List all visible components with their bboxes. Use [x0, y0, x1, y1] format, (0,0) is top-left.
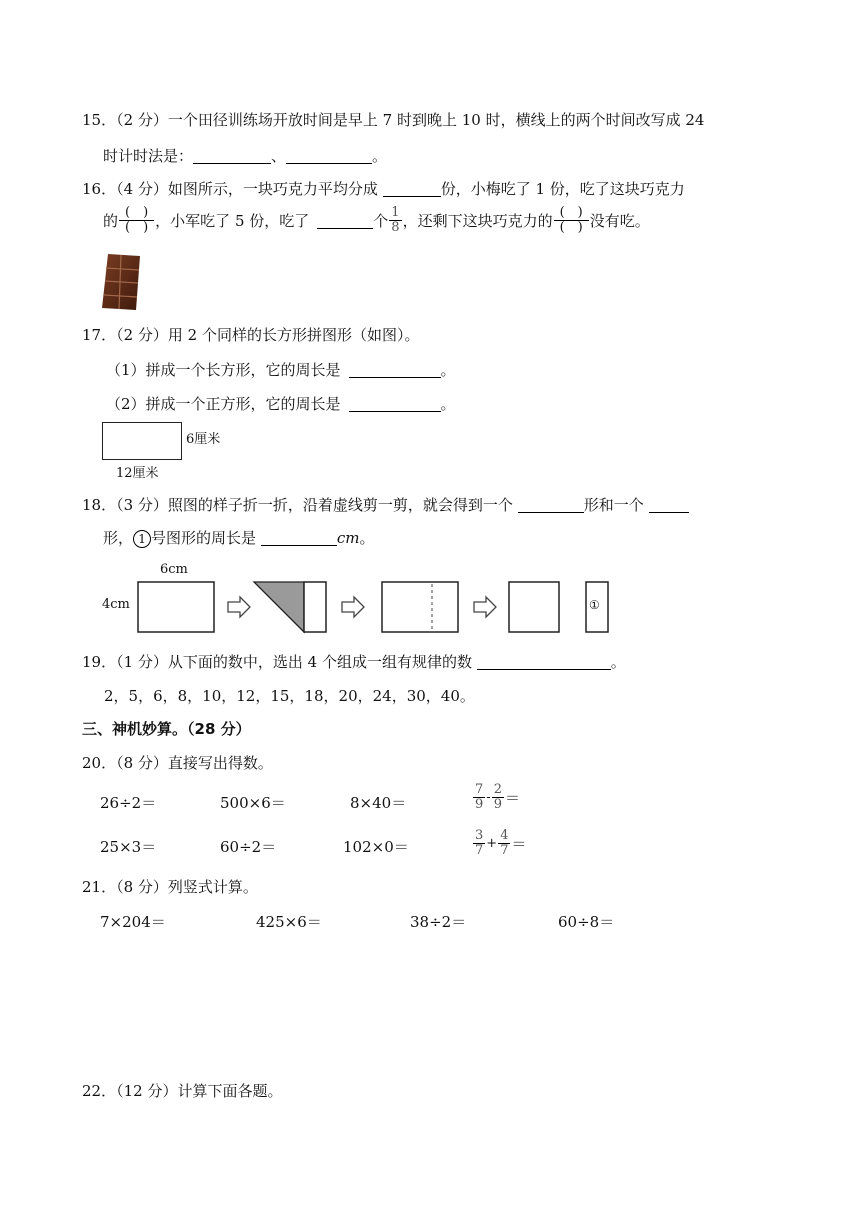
- q21-number: 21．: [82, 878, 117, 896]
- arrow-right-icon: [228, 597, 250, 617]
- q21-item: 425×6＝: [256, 913, 322, 931]
- q21-line1: [82, 876, 258, 897]
- q18-text2b: 号图形的周长是: [151, 529, 257, 547]
- q17-sub1-text: （1）拼成一个长方形，它的周长是: [106, 361, 341, 379]
- q19-line1: [82, 651, 626, 672]
- q20-item: 60÷2＝: [220, 838, 277, 856]
- q20-item: 25×3＝: [100, 838, 157, 856]
- q16-text1b: 份，小梅吃了 1 份，吃了这块巧克力: [440, 180, 685, 198]
- q22-number: 22．: [82, 1082, 117, 1100]
- q15-number: 15．: [82, 111, 117, 129]
- q18-text1a: （3 分）照图的样子折一折，沿着虚线剪一剪，就会得到一个: [116, 496, 513, 514]
- q17-line1: [82, 324, 420, 345]
- q16-blank-fraction-1[interactable]: $\frac{( )}{( )}$: [119, 206, 154, 235]
- q16-fraction-one-eighth: $\frac{1}{8}$: [391, 205, 400, 235]
- q16-text2d: ，还剩下这块巧克力的: [402, 212, 553, 230]
- q16-number: 16．: [82, 180, 117, 198]
- q22-text: （12 分）计算下面各题。: [116, 1082, 283, 1100]
- q18-unfolded-shape: [382, 582, 458, 632]
- q18-number: 18．: [82, 496, 117, 514]
- q20-text: （8 分）直接写出得数。: [116, 754, 273, 772]
- q20-item: 8×40＝: [350, 794, 407, 812]
- q21-item: 38÷2＝: [410, 913, 467, 931]
- q20-line1: [82, 752, 273, 773]
- q20-item: 102×0＝: [343, 838, 409, 856]
- q22-line1: [82, 1080, 282, 1101]
- q18-line1: [82, 494, 689, 515]
- q16-blank-fraction-2[interactable]: $\frac{( )}{( )}$: [554, 206, 589, 235]
- q17-width-label: 12厘米: [116, 466, 159, 481]
- q15-line1: [82, 109, 704, 130]
- q19-number: 19．: [82, 653, 117, 671]
- q20-fraction-item-2: $\frac{3}{7}$ + $\frac{4}{7}$ ＝: [475, 828, 527, 858]
- q17-answer-blank-1[interactable]: [349, 361, 441, 378]
- q15-text2: 时计时法是：: [103, 147, 194, 165]
- q18-square-result: [509, 582, 559, 632]
- q18-width-label: 6cm: [160, 562, 188, 577]
- q15-answer-blank-1[interactable]: [193, 147, 271, 164]
- q21-item: 7×204＝: [100, 913, 166, 931]
- q19-answer-blank[interactable]: [477, 653, 611, 670]
- q17-sub2-end: 。: [440, 395, 456, 413]
- q15-answer-blank-2[interactable]: [286, 147, 372, 164]
- q17-answer-blank-2[interactable]: [349, 395, 441, 412]
- q18-end: 。: [359, 529, 375, 547]
- arrow-right-icon: [474, 597, 496, 617]
- section-3-heading: 三、神机妙算。（28 分）: [82, 720, 251, 738]
- q16-text1a: （4 分）如图所示，一块巧克力平均分成: [116, 180, 378, 198]
- q18-line2: [103, 527, 374, 548]
- q16-answer-blank-count[interactable]: [317, 212, 373, 229]
- q18-figure-mark: ①: [589, 598, 600, 612]
- q17-sub2-text: （2）拼成一个正方形，它的周长是: [106, 395, 341, 413]
- q17-sub1-end: 。: [440, 361, 456, 379]
- q20-number: 20．: [82, 754, 117, 772]
- q18-answer-blank-perimeter[interactable]: [261, 529, 337, 546]
- q15-line2: [103, 145, 387, 166]
- q16-text2c: 个: [373, 212, 389, 230]
- arrow-right-icon: [342, 597, 364, 617]
- q18-answer-blank-shape1[interactable]: [518, 496, 584, 513]
- q18-text2a: 形，: [103, 529, 134, 547]
- q18-folding-diagram: [136, 578, 616, 636]
- q18-answer-blank-shape2[interactable]: [649, 496, 689, 513]
- q18-folded-shape: [254, 582, 326, 632]
- q15-separator: 、: [271, 147, 287, 165]
- q17-sub2: [106, 393, 456, 414]
- q20-item: 26÷2＝: [100, 794, 157, 812]
- q15-end: 。: [372, 147, 388, 165]
- q19-text: （1 分）从下面的数中，选出 4 个组成一组有规律的数: [116, 653, 472, 671]
- q17-sub1: [106, 359, 456, 380]
- q16-answer-blank-parts[interactable]: [383, 180, 441, 197]
- q18-original-rectangle: [138, 582, 214, 632]
- q16-text2a: 的: [103, 212, 119, 230]
- q19-numbers: 2，5，6，8，10，12，15，18，20，24，30，40。: [104, 687, 475, 705]
- q17-rectangle-figure: [102, 422, 182, 460]
- q16-text2b: ，小军吃了 5 份，吃了: [155, 212, 310, 230]
- q19-end: 。: [610, 653, 626, 671]
- q18-circled-number: 1: [133, 530, 151, 548]
- q21-text: （8 分）列竖式计算。: [116, 878, 258, 896]
- q18-text1b: 形和一个: [583, 496, 644, 514]
- q17-number: 17．: [82, 326, 117, 344]
- q16-text2e: 没有吃。: [589, 212, 650, 230]
- q21-item: 60÷8＝: [558, 913, 615, 931]
- chocolate-bar-image: [100, 252, 142, 312]
- q17-height-label: 6厘米: [186, 432, 221, 447]
- q20-item: 500×6＝: [220, 794, 286, 812]
- q17-text: （2 分）用 2 个同样的长方形拼图形（如图）。: [116, 326, 420, 344]
- q16-line2: [103, 206, 650, 235]
- q16-line1: [82, 178, 685, 199]
- q18-unit: cm: [336, 529, 360, 547]
- q18-height-label: 4cm: [102, 597, 130, 612]
- q20-fraction-item-1: $\frac{7}{9}$ - $\frac{2}{9}$ ＝: [475, 782, 520, 812]
- q15-text: （2 分）一个田径训练场开放时间是早上 7 时到晚上 10 时，横线上的两个时间改写成 24: [116, 111, 705, 129]
